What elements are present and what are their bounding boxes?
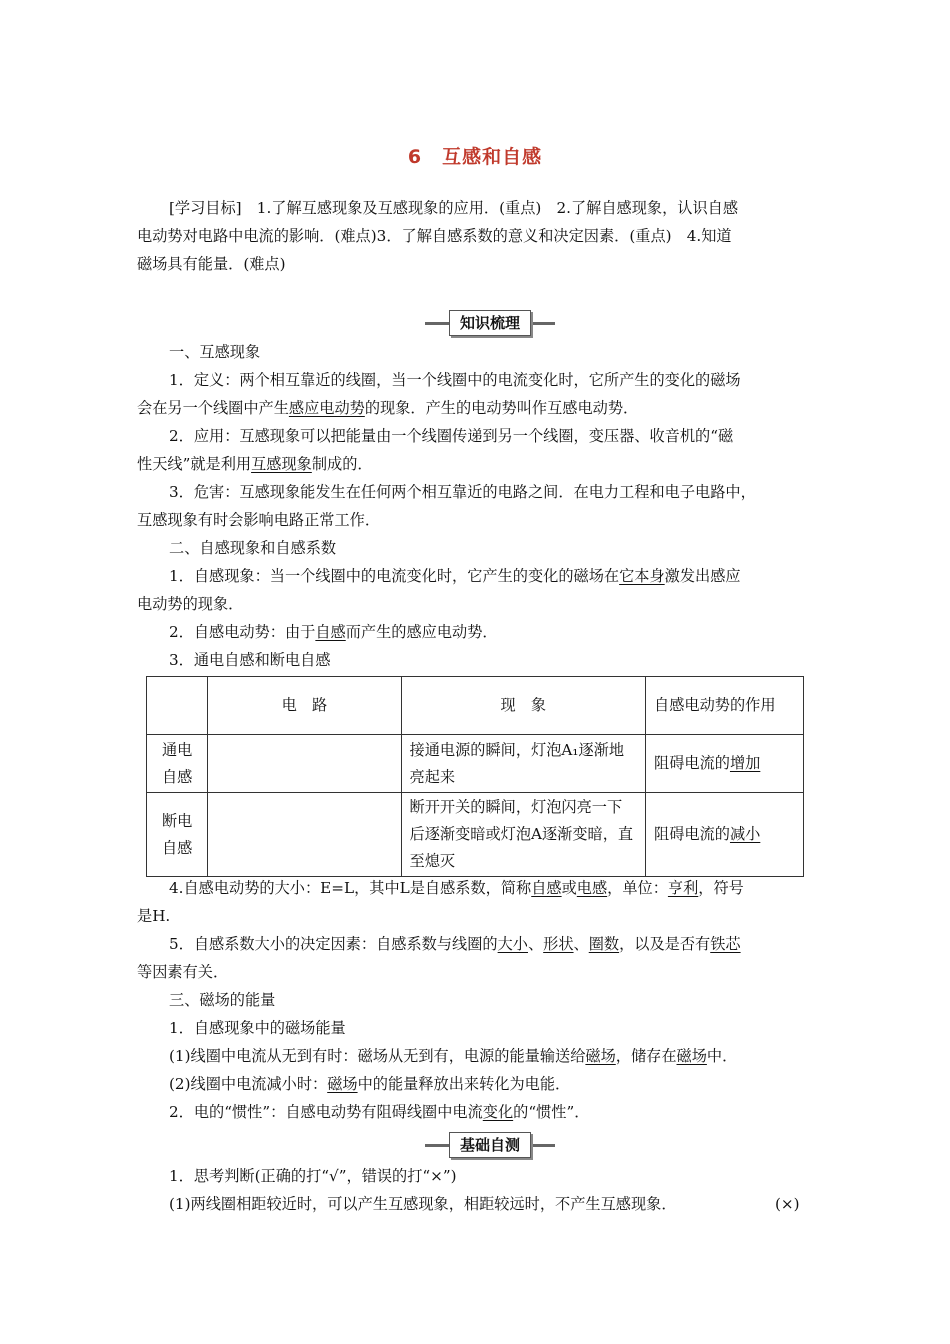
- answer-blank: 感应电动势: [288, 399, 365, 417]
- answer-blank: 磁场: [676, 1047, 707, 1065]
- paragraph: [137, 874, 817, 902]
- self-test: [137, 1162, 817, 1190]
- paragraph: [137, 450, 817, 478]
- row-label: 断电自感: [147, 793, 208, 877]
- text: 2．电的“惯性”：自感电动势有阻碍线圈中电流: [169, 1103, 483, 1121]
- learning-objectives: [137, 194, 817, 222]
- role-cell: [646, 735, 804, 793]
- phenomenon-cell: 接通电源的瞬间，灯泡A₁逐渐地亮起来: [401, 735, 645, 793]
- objectives-line: 磁场具有能量．(难点): [137, 255, 286, 273]
- table-header: 自感电动势的作用: [646, 677, 804, 735]
- text: 而产生的感应电动势．: [345, 623, 498, 641]
- text: (2)线圈中电流减小时：: [169, 1075, 328, 1093]
- table-header: 电 路: [208, 677, 401, 735]
- objectives-cont: [137, 222, 817, 278]
- paragraph: 互感现象有时会影响电路正常工作．: [137, 511, 380, 529]
- text: 性天线”就是利用: [137, 455, 252, 473]
- text: 4.自感电动势的大小：E=L，其中L是自感系数，简称: [169, 879, 532, 897]
- paragraph: [137, 1098, 817, 1126]
- answer-blank: 亨利: [667, 879, 699, 897]
- answer-blank: 圈数: [588, 935, 620, 953]
- text: 或: [561, 879, 577, 897]
- answer-blank: 电感: [576, 879, 608, 897]
- knowledge-badge: [425, 310, 555, 336]
- text: (1)线圈中电流从无到有时：磁场从无到有，电源的能量输送给: [169, 1047, 586, 1065]
- paragraph: [169, 1042, 819, 1070]
- section-three-items: [169, 1042, 819, 1098]
- text: 制成的．: [311, 455, 373, 473]
- table-header-row: [147, 677, 804, 735]
- paragraph: [169, 1070, 819, 1098]
- paragraph: [137, 618, 817, 646]
- text: 的“惯性”．: [513, 1103, 590, 1121]
- answer-blank: 变化: [482, 1103, 514, 1121]
- answer-mark: (×): [775, 1195, 800, 1213]
- answer-blank: 减小: [729, 825, 761, 843]
- paragraph: [137, 930, 817, 958]
- question: 1．思考判断(正确的打“√”，错误的打“×”): [169, 1167, 457, 1185]
- badge-label: 基础自测: [449, 1132, 531, 1158]
- answer-blank: 互感现象: [251, 455, 312, 473]
- badge-label: 知识梳理: [449, 310, 531, 336]
- text: 激发出感应: [664, 567, 741, 585]
- text: 阻碍电流的: [654, 825, 730, 843]
- section-three: [137, 986, 817, 1042]
- self-induction-table: [146, 676, 804, 877]
- answer-blank: 铁芯: [710, 935, 741, 953]
- paragraph: 3．危害：互感现象能发生在任何两个相互靠近的电路之间．在电力工程和电子电路中，: [169, 483, 756, 501]
- text: 的现象．产生的电动势叫作互感电动势．: [364, 399, 639, 417]
- text: 中的能量释放出来转化为电能．: [357, 1075, 571, 1093]
- text: 中．: [706, 1047, 738, 1065]
- text: ，以及是否有: [619, 935, 711, 953]
- text: 阻碍电流的: [654, 754, 730, 772]
- objectives-line: 电动势对电路中电流的影响．(难点)3．了解自感系数的意义和决定因素．(重点) 4.知道: [137, 227, 732, 245]
- answer-blank: 增加: [729, 754, 761, 772]
- section-two-p2: [137, 618, 817, 674]
- row-label: 通电自感: [147, 735, 208, 793]
- text: ，单位：: [607, 879, 668, 897]
- paragraph: 等因素有关．: [137, 963, 229, 981]
- selftest-badge: [425, 1132, 555, 1158]
- answer-blank: 大小: [497, 935, 528, 953]
- section-two-cont: [137, 590, 817, 618]
- section-one-p3-cont: [137, 506, 817, 534]
- section-heading: 二、自感现象和自感系数: [169, 539, 337, 557]
- text: 、: [527, 935, 544, 953]
- paragraph: 2．应用：互感现象可以把能量由一个线圈传递到另一个线圈，变压器、收音机的“磁: [169, 427, 734, 445]
- objectives-line: [学习目标] 1.了解互感现象及互感现象的应用．(重点) 2.了解自感现象，认识自感: [169, 199, 739, 217]
- answer-blank: 它本身: [619, 567, 665, 585]
- answer-blank: 自感: [315, 623, 346, 641]
- text: 1．定义：两个相互靠近的线圈，当一个线圈中的电流变化时，它所产生的变化的磁场: [169, 371, 741, 389]
- section-two-p4: [137, 874, 817, 902]
- paragraph: [137, 394, 817, 422]
- question: (1)两线圈相距较近时，可以产生互感现象，相距较远时，不产生互感现象．: [169, 1195, 677, 1213]
- text: 1．自感现象：当一个线圈中的电流变化时，它产生的变化的磁场在: [169, 567, 620, 585]
- section-one-p2: [137, 422, 817, 450]
- text: ，符号: [698, 879, 744, 897]
- self-test-item: [169, 1190, 769, 1218]
- section-one-cont: [137, 394, 817, 422]
- section-one: [137, 338, 817, 394]
- paragraph: 3．通电自感和断电自感: [169, 651, 331, 669]
- section-one-p3: [137, 478, 817, 506]
- table-row: [147, 793, 804, 877]
- paragraph: 电动势的现象．: [137, 595, 244, 613]
- section-heading: 三、磁场的能量: [169, 991, 276, 1009]
- paragraph: [137, 562, 817, 590]
- circuit-cell: [208, 735, 401, 793]
- paragraph: 1．自感现象中的磁场能量: [169, 1019, 346, 1037]
- section-three-p4: [137, 1098, 817, 1126]
- page-title: 6 互感和自感: [407, 146, 543, 168]
- phenomenon-cell: 断开开关的瞬间，灯泡闪亮一下后逐渐变暗或灯泡A逐渐变暗，直至熄灭: [401, 793, 645, 877]
- text: 2．自感电动势：由于: [169, 623, 316, 641]
- paragraph: [137, 366, 817, 394]
- text: 、: [573, 935, 589, 953]
- table-header: 现 象: [401, 677, 645, 735]
- role-cell: [646, 793, 804, 877]
- answer-blank: 磁场: [585, 1047, 616, 1065]
- circuit-cell: [208, 793, 401, 877]
- text: ，储存在: [615, 1047, 677, 1065]
- section-two-p5-cont: [137, 958, 817, 986]
- section-heading: 一、互感现象: [169, 343, 261, 361]
- section-two-p4-cont: [137, 902, 817, 930]
- table-row: [147, 735, 804, 793]
- section-two: [137, 534, 817, 590]
- table-cell-empty: [147, 677, 208, 735]
- text: 会在另一个线圈中产生: [137, 399, 289, 417]
- answer-blank: 磁场: [327, 1075, 358, 1093]
- paragraph: 是H.: [137, 907, 171, 925]
- text: 5．自感系数大小的决定因素：自感系数与线圈的: [169, 935, 498, 953]
- section-two-p5: [137, 930, 817, 958]
- answer-blank: 形状: [543, 935, 574, 953]
- section-one-p2-cont: [137, 450, 817, 478]
- answer-blank: 自感: [531, 879, 562, 897]
